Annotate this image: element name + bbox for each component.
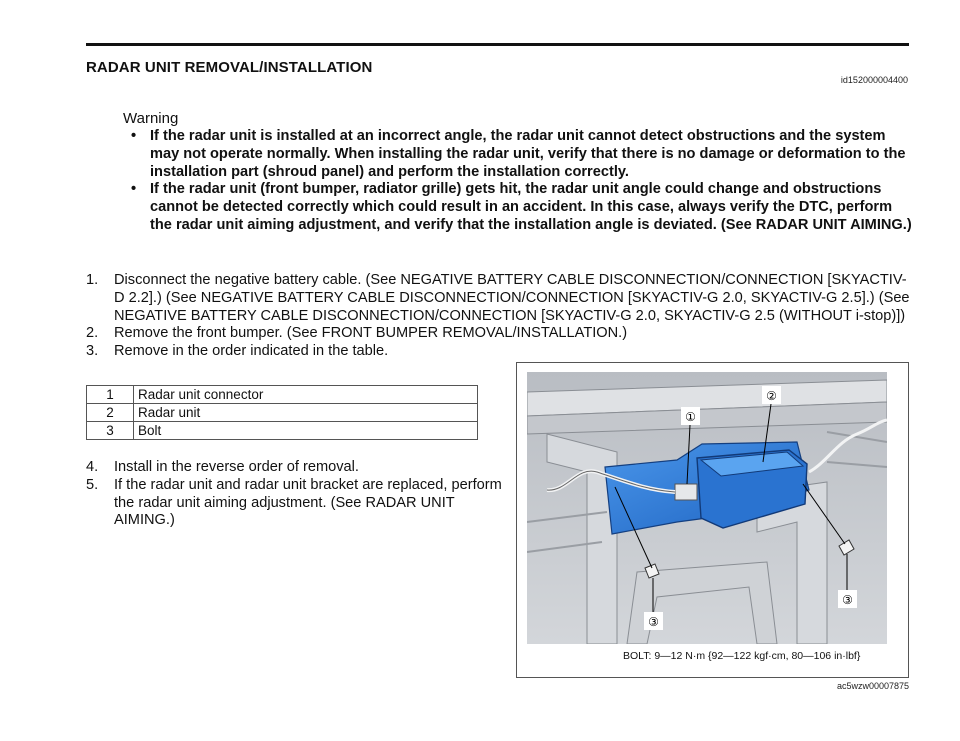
bullet-icon: •: [131, 181, 137, 198]
callout-3-left: ③: [648, 615, 659, 629]
warning-item: [123, 181, 913, 234]
page-title: RADAR UNIT REMOVAL/INSTALLATION: [86, 59, 373, 76]
warning-block: [123, 110, 913, 235]
header-rule: [86, 43, 909, 46]
illustration-box: [516, 362, 909, 678]
procedure-steps: [86, 272, 916, 361]
document-id: id152000004400: [840, 75, 908, 85]
step-text: Remove the front bumper. (See FRONT BUMPER REMOVAL/INSTALLATION.): [114, 325, 628, 342]
bolt-torque-spec: BOLT: 9—12 N·m {92—122 kgf·cm, 80—106 in·lbf}: [623, 650, 861, 662]
step-2: [86, 325, 916, 343]
table-row: [87, 386, 478, 404]
step-number: 3.: [86, 343, 99, 360]
callout-1: ①: [685, 410, 696, 424]
bullet-icon: •: [131, 128, 137, 144]
radar-unit-connector: [675, 484, 697, 500]
step-number: 1.: [86, 272, 99, 288]
step-text: Install in the reverse order of removal.: [114, 459, 359, 475]
table-row: [87, 404, 478, 422]
table-cell-part: Radar unit connector: [134, 386, 478, 404]
radar-unit-illustration: [527, 372, 887, 644]
table-cell-number: 2: [87, 404, 134, 422]
step-text: Remove in the order indicated in the table.: [114, 343, 389, 360]
callout-3-right: ③: [842, 593, 853, 607]
step-4: [86, 459, 496, 477]
callout-2: ②: [766, 389, 777, 403]
step-text: Disconnect the negative battery cable. (See NEGATIVE BATTERY CABLE DISCONNECTION/CONNECTION [SKYACTIV-D 2.2].) (See NEGATIVE BATTERY CABLE DISCONNECTION/CONNECTION [SKYACTIV-G 2.0, SKYACTIV-G 2.5].) (See NEGATIVE BATTERY CABLE DISCONNECTION/CONNECTION [SKYACTIV-G 2.0, SKYACTIV-G 2.5 (WITHOUT i-stop)]): [114, 272, 910, 324]
step-3: [86, 343, 916, 361]
table-cell-number: 1: [87, 386, 134, 404]
warning-item-text: If the radar unit (front bumper, radiator grille) gets hit, the radar unit angle could change and obstructions cannot be detected correctly which could result in an accident. In this case, always verify the DTC, perform the radar unit aiming adjustment, and verify that the installation angle is deviated. (See RADAR UNIT AIMING.): [150, 181, 912, 233]
warning-item-text: If the radar unit is installed at an incorrect angle, the radar unit cannot detect obstructions and the system may not operate normally. When installing the radar unit, verify that there is no damage or deformation to the installation part (shroud panel) and perform the installation correctly.: [150, 128, 906, 180]
step-5: [86, 477, 514, 530]
step-text: If the radar unit and radar unit bracket are replaced, perform the radar unit aiming adjustment. (See RADAR UNIT AIMING.): [114, 476, 502, 529]
parts-table: [86, 385, 478, 440]
procedure-steps-continued: [86, 459, 502, 530]
table-cell-number: 3: [87, 422, 134, 440]
step-1: [86, 272, 916, 325]
table-cell-part: Bolt: [134, 422, 478, 440]
step-number: 5.: [86, 476, 99, 493]
table-row: [87, 422, 478, 440]
table-cell-part: Radar unit: [134, 404, 478, 422]
figure-id: ac5wzw00007875: [836, 681, 909, 691]
step-number: 2.: [86, 325, 99, 342]
warning-item: [123, 128, 913, 181]
warning-heading: Warning: [123, 110, 179, 127]
step-number: 4.: [86, 459, 99, 475]
